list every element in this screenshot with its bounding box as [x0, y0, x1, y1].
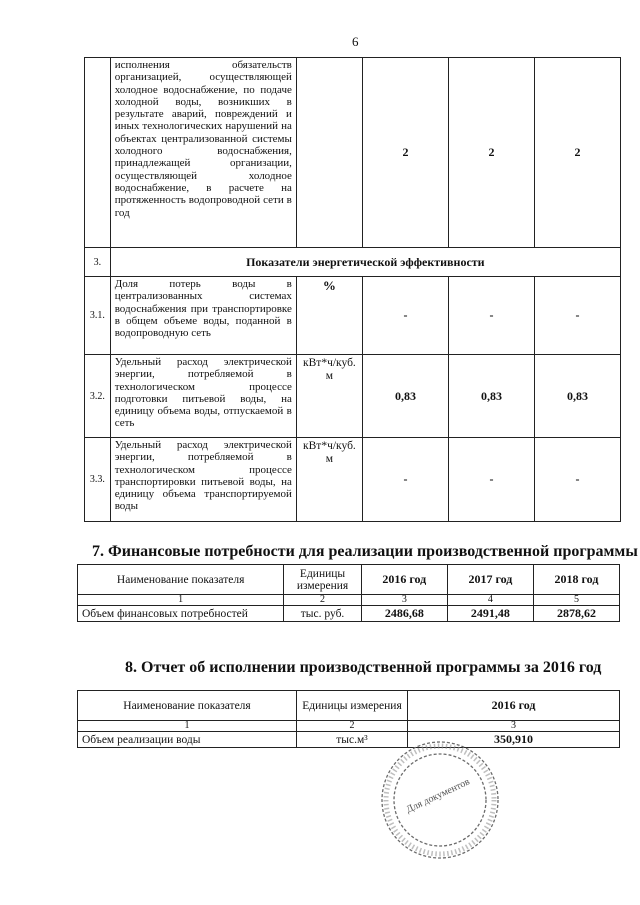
financial-needs-table	[77, 564, 620, 622]
column-header: Наименование показателя	[78, 691, 297, 721]
value-2018: -	[534, 438, 620, 522]
value-2018: -	[534, 277, 620, 355]
row-number: 3.2.	[85, 355, 111, 438]
column-number-row	[78, 721, 620, 732]
organization-stamp	[378, 738, 502, 862]
value-2017: -	[448, 438, 534, 522]
row-name: Объем реализации воды	[78, 732, 297, 748]
column-number: 3	[408, 721, 620, 732]
row-number: 3.1.	[85, 277, 111, 355]
table-row	[78, 606, 620, 622]
indicator-description: Доля потерь воды в централизованных системах водоснабжения при транспортировке в общем объеме воды, поданной в водопроводную сеть	[110, 277, 296, 355]
column-header: Единицы измерения	[284, 565, 361, 595]
program-report-table	[77, 690, 620, 748]
row-number	[85, 58, 111, 248]
column-number: 4	[447, 595, 533, 606]
value-2017: 2491,48	[447, 606, 533, 622]
row-unit: тыс.м³	[297, 732, 408, 748]
header-row	[78, 691, 620, 721]
section8-title: 8. Отчет об исполнении производственной программы за 2016 год	[125, 659, 602, 676]
section-number: 3.	[85, 248, 111, 277]
indicator-description: Удельный расход электрической энергии, потребляемой в технологическом процессе подготовки питьевой воды, на единицу объема воды, отпускаемой в сеть	[110, 355, 296, 438]
table-row	[85, 438, 621, 522]
row-value: 350,910	[408, 732, 620, 748]
column-header: 2018 год	[533, 565, 619, 595]
column-number: 1	[78, 595, 284, 606]
table-row	[85, 277, 621, 355]
value-2017: 0,83	[448, 355, 534, 438]
column-header: 2016 год	[361, 565, 447, 595]
indicator-description: исполнения обязательств организацией, осуществляющей холодное водоснабжение, по подаче холодной воды, возникших в результате аварий, повреждений и иных технологических нарушений на объектах централизованной системы холодного водоснабжения, принадлежащей организации, осуществляющей холодное водоснабжение, в расчете на протяженность водопроводной сети в год	[110, 58, 296, 248]
value-2016: 0,83	[362, 355, 448, 438]
table-row	[85, 355, 621, 438]
page-number: 6	[352, 34, 359, 49]
value-2016: -	[362, 277, 448, 355]
row-name: Объем финансовых потребностей	[78, 606, 284, 622]
stamp-text: Для документов	[404, 776, 472, 816]
column-number: 5	[533, 595, 619, 606]
table-row	[85, 58, 621, 248]
section7-title: 7. Финансовые потребности для реализации производственной программы	[92, 543, 638, 560]
row-unit: тыс. руб.	[284, 606, 361, 622]
value-2018: 2878,62	[533, 606, 619, 622]
table-row	[78, 732, 620, 748]
column-header: 2017 год	[447, 565, 533, 595]
value-2017: -	[448, 277, 534, 355]
column-number: 3	[361, 595, 447, 606]
indicator-description: Удельный расход электрической энергии, потребляемой в технологическом процессе транспортировки питьевой воды, на единицу объема транспортируемой воды	[110, 438, 296, 522]
section-title: Показатели энергетической эффективности	[110, 248, 620, 277]
value-2017: 2	[448, 58, 534, 248]
header-row	[78, 565, 620, 595]
column-number: 1	[78, 721, 297, 732]
column-number: 2	[297, 721, 408, 732]
value-2018: 0,83	[534, 355, 620, 438]
indicator-unit: кВт*ч/куб. м	[296, 355, 362, 438]
row-number: 3.3.	[85, 438, 111, 522]
column-header: Наименование показателя	[78, 565, 284, 595]
indicator-unit: кВт*ч/куб. м	[296, 438, 362, 522]
value-2016: -	[362, 438, 448, 522]
column-number: 2	[284, 595, 361, 606]
indicator-unit: %	[296, 277, 362, 355]
column-header: Единицы измерения	[297, 691, 408, 721]
column-header: 2016 год	[408, 691, 620, 721]
indicators-table	[84, 57, 621, 522]
section-row	[85, 248, 621, 277]
value-2016: 2	[362, 58, 448, 248]
value-2016: 2486,68	[361, 606, 447, 622]
column-number-row	[78, 595, 620, 606]
value-2018: 2	[534, 58, 620, 248]
indicator-unit	[296, 58, 362, 248]
